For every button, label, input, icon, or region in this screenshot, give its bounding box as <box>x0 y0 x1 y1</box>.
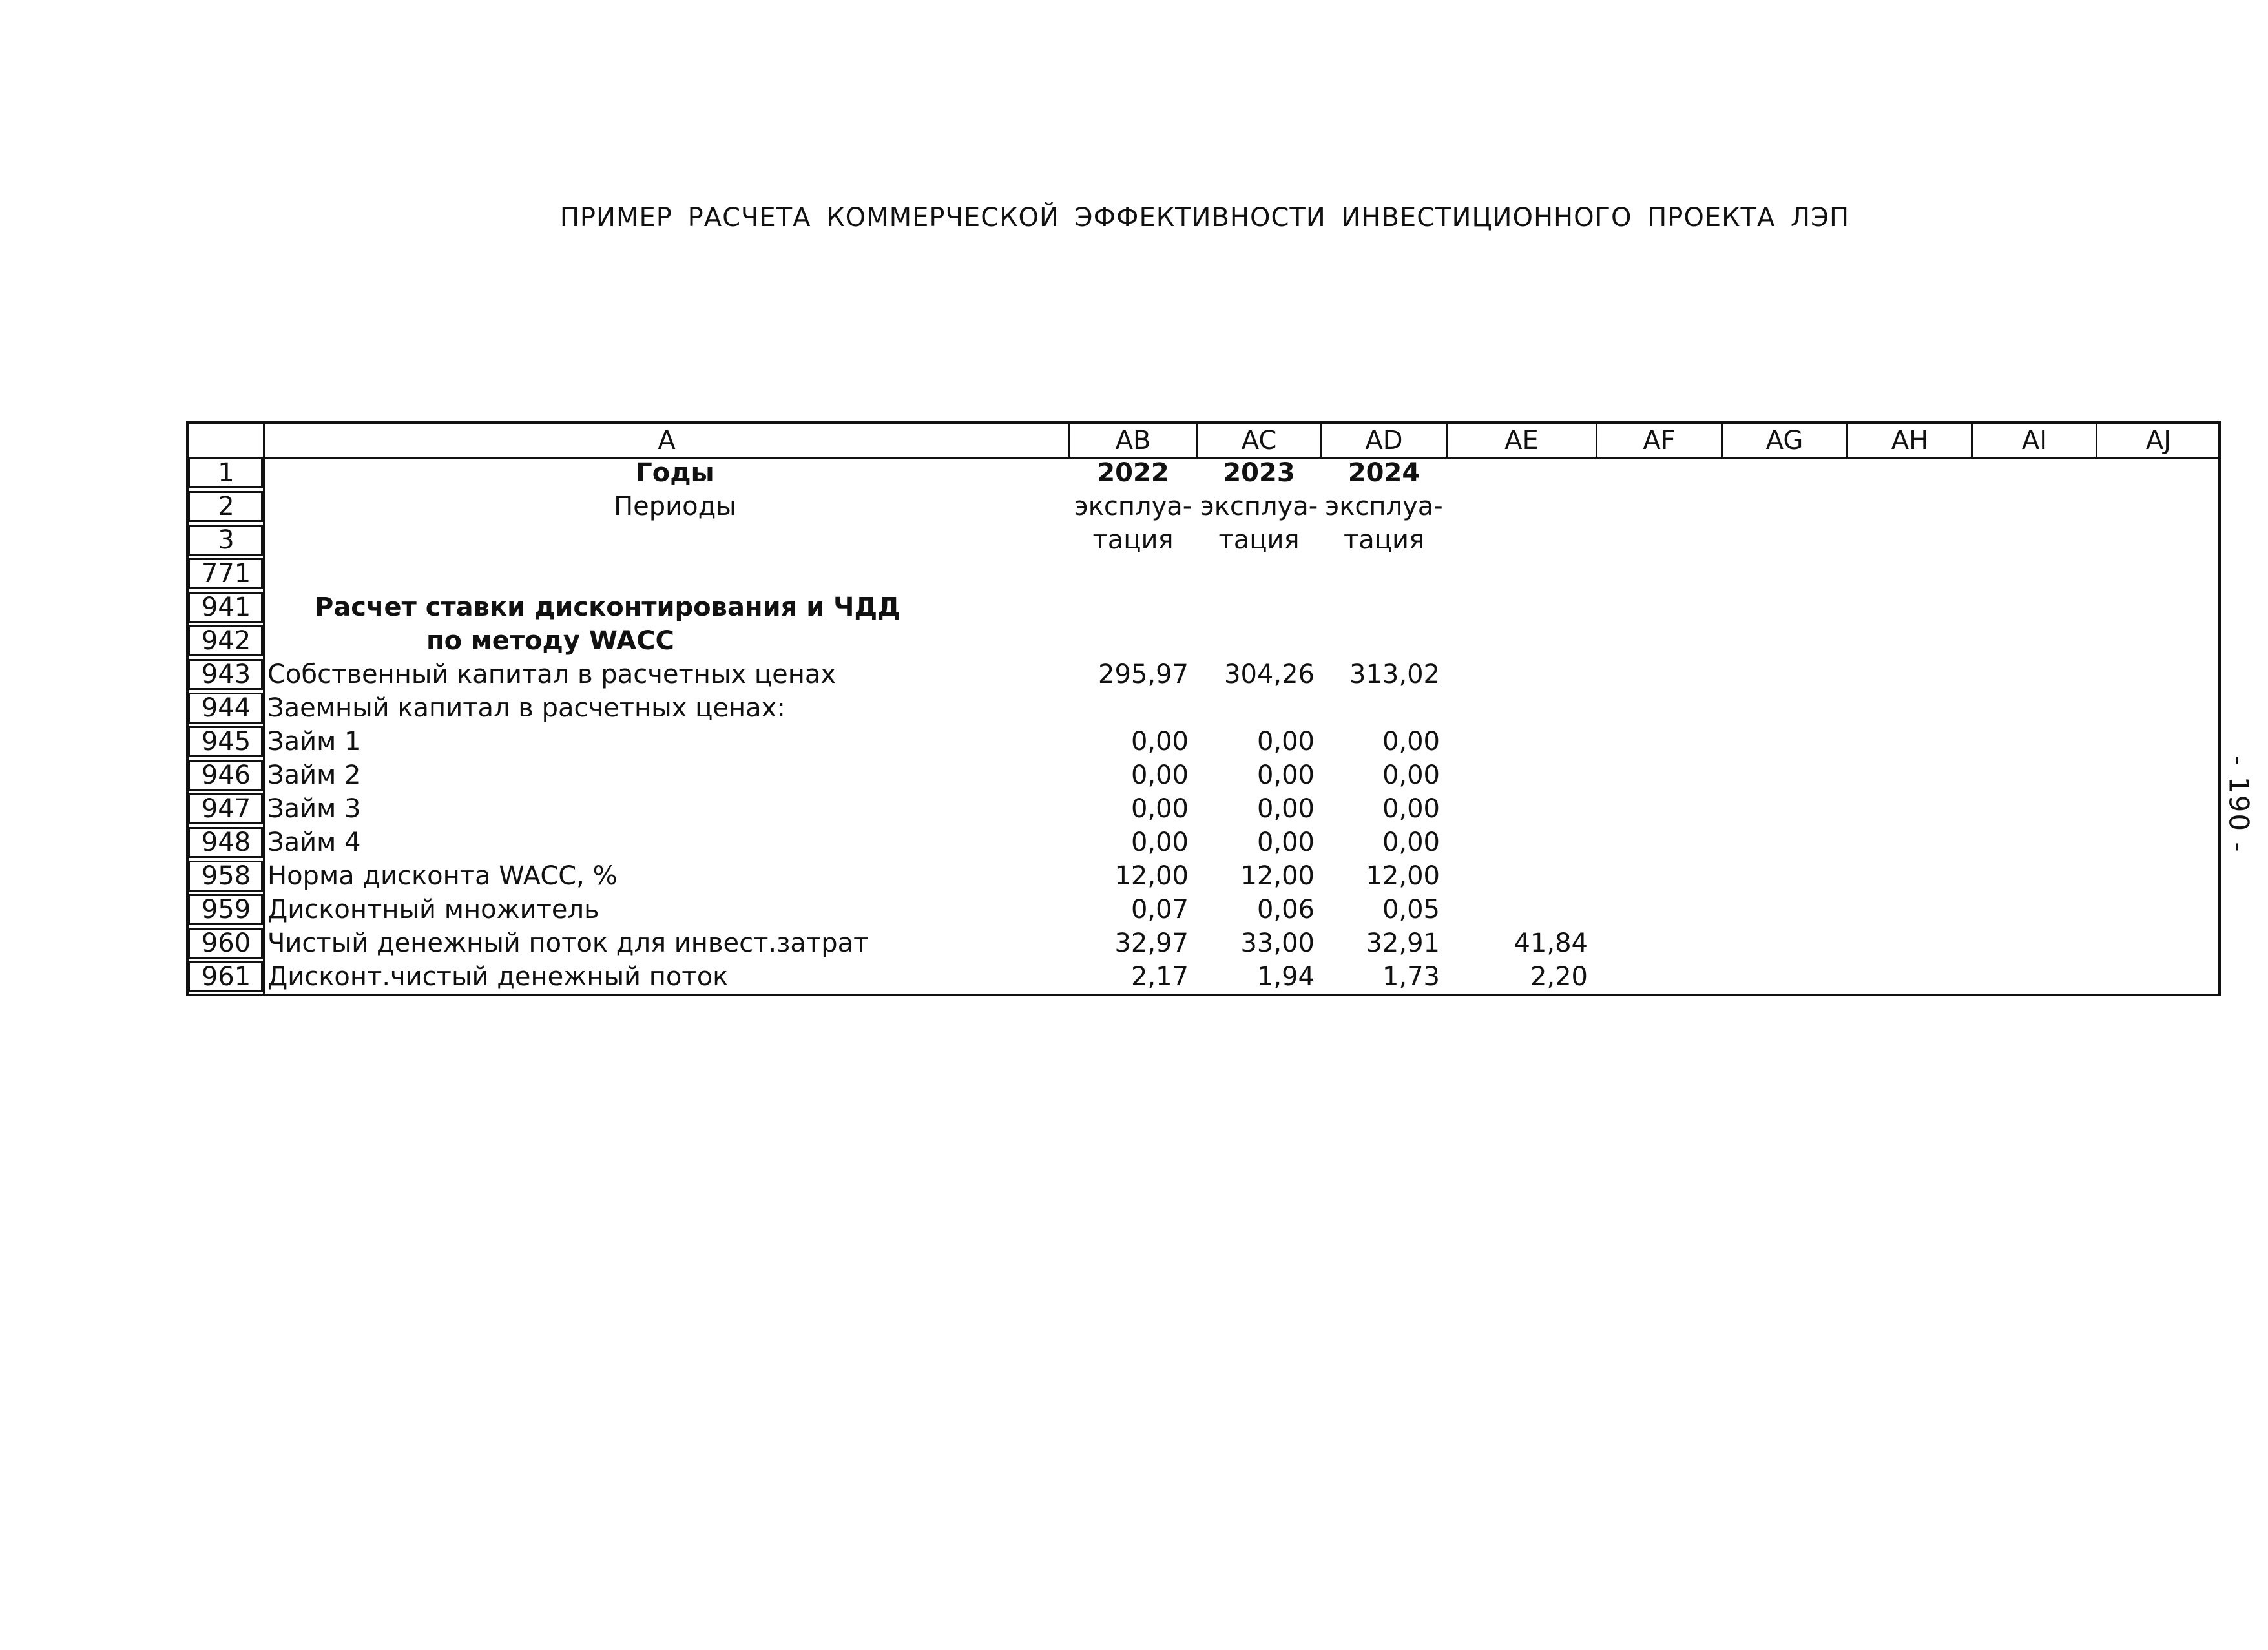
row-number[interactable]: 959 <box>201 895 251 924</box>
value-cell[interactable]: 0,00 <box>1256 760 1315 790</box>
row-label[interactable]: Займ 4 <box>267 828 361 857</box>
row-label[interactable]: Собственный капитал в расчетных ценах <box>267 660 837 689</box>
value-cell[interactable]: 0,00 <box>1130 727 1189 757</box>
value-cell[interactable]: 0,00 <box>1382 828 1440 857</box>
page-number: - 190 - <box>2223 755 2255 853</box>
value-cell[interactable]: 33,00 <box>1240 928 1315 958</box>
value-cell[interactable]: 0,00 <box>1256 828 1315 857</box>
row-label[interactable]: Норма дисконта WACC, % <box>267 861 618 891</box>
row-label[interactable]: Займ 2 <box>267 760 361 790</box>
value-cell[interactable]: 0,00 <box>1130 760 1189 790</box>
value-cell[interactable]: 313,02 <box>1349 660 1440 689</box>
value-cell[interactable]: 41,84 <box>1514 928 1588 958</box>
section-title[interactable]: по методу WACC <box>426 626 674 656</box>
value-cell[interactable]: 2,20 <box>1530 962 1588 992</box>
years-label[interactable]: Годы <box>636 458 714 488</box>
row-label[interactable]: Дисконт.чистый денежный поток <box>267 962 729 992</box>
value-cell[interactable]: 304,26 <box>1224 660 1315 689</box>
year-cell[interactable]: 2024 <box>1347 458 1420 488</box>
value-cell[interactable]: 0,00 <box>1256 727 1315 757</box>
row-number[interactable]: 771 <box>201 559 251 589</box>
value-cell[interactable]: 1,73 <box>1382 962 1440 992</box>
page-title: ПРИМЕР РАСЧЕТА КОММЕРЧЕСКОЙ ЭФФЕКТИВНОСТИ ИНВЕСТИЦИОННОГО ПРОЕКТА ЛЭП <box>559 203 1850 233</box>
row-number[interactable]: 945 <box>201 727 251 757</box>
column-header-aj[interactable]: AJ <box>2145 426 2172 455</box>
column-header-ai[interactable]: AI <box>2021 426 2048 455</box>
column-header-ad[interactable]: AD <box>1365 426 1403 455</box>
value-cell[interactable]: 12,00 <box>1240 861 1315 891</box>
value-cell[interactable]: 12,00 <box>1114 861 1189 891</box>
row-number[interactable]: 961 <box>201 962 251 992</box>
period-cell[interactable]: эксплуа- <box>1325 492 1443 521</box>
value-cell[interactable]: 0,00 <box>1382 760 1440 790</box>
row-number[interactable]: 1 <box>218 458 234 488</box>
row-label[interactable]: Заемный капитал в расчетных ценах: <box>267 693 785 723</box>
row-label[interactable]: Займ 3 <box>267 794 361 824</box>
row-label[interactable]: Чистый денежный поток для инвест.затрат <box>267 928 869 958</box>
period-cell[interactable]: тация <box>1343 525 1425 555</box>
row-number[interactable]: 942 <box>201 626 251 656</box>
row-number[interactable]: 943 <box>201 660 251 689</box>
row-number[interactable]: 960 <box>201 928 251 958</box>
row-number[interactable]: 941 <box>201 592 251 622</box>
column-header-ab[interactable]: AB <box>1115 426 1151 455</box>
value-cell[interactable]: 0,00 <box>1382 794 1440 824</box>
row-number[interactable]: 2 <box>218 492 234 521</box>
value-cell[interactable]: 32,91 <box>1366 928 1440 958</box>
column-header-a[interactable]: A <box>658 426 676 455</box>
row-number[interactable]: 958 <box>201 861 251 891</box>
period-cell[interactable]: тация <box>1092 525 1174 555</box>
row-label[interactable]: Дисконтный множитель <box>267 895 599 924</box>
value-cell[interactable]: 32,97 <box>1114 928 1189 958</box>
column-header-ag[interactable]: AG <box>1765 426 1804 455</box>
value-cell[interactable]: 2,17 <box>1130 962 1189 992</box>
value-cell[interactable]: 12,00 <box>1366 861 1440 891</box>
row-number[interactable]: 3 <box>218 525 234 555</box>
periods-label[interactable]: Периоды <box>614 492 736 521</box>
value-cell[interactable]: 0,00 <box>1130 794 1189 824</box>
value-cell[interactable]: 295,97 <box>1098 660 1189 689</box>
row-number[interactable]: 948 <box>201 828 251 857</box>
value-cell[interactable]: 0,00 <box>1256 794 1315 824</box>
value-cell[interactable]: 0,07 <box>1130 895 1189 924</box>
column-header-ae[interactable]: AE <box>1504 426 1539 455</box>
value-cell[interactable]: 0,06 <box>1256 895 1315 924</box>
row-number[interactable]: 944 <box>201 693 251 723</box>
year-cell[interactable]: 2023 <box>1223 458 1295 488</box>
section-title[interactable]: Расчет ставки дисконтирования и ЧДД <box>315 592 900 622</box>
value-cell[interactable]: 0,00 <box>1130 828 1189 857</box>
row-number-divider <box>263 423 265 995</box>
period-cell[interactable]: тация <box>1218 525 1300 555</box>
period-cell[interactable]: эксплуа- <box>1200 492 1318 521</box>
row-number[interactable]: 946 <box>201 760 251 790</box>
column-header-ah[interactable]: AH <box>1891 426 1929 455</box>
row-number[interactable]: 947 <box>201 794 251 824</box>
value-cell[interactable]: 0,00 <box>1382 727 1440 757</box>
row-label[interactable]: Займ 1 <box>267 727 361 757</box>
year-cell[interactable]: 2022 <box>1097 458 1169 488</box>
column-header-af[interactable]: AF <box>1643 426 1676 455</box>
column-header-ac[interactable]: AC <box>1241 426 1277 455</box>
value-cell[interactable]: 0,05 <box>1382 895 1440 924</box>
period-cell[interactable]: эксплуа- <box>1074 492 1192 521</box>
value-cell[interactable]: 1,94 <box>1256 962 1315 992</box>
